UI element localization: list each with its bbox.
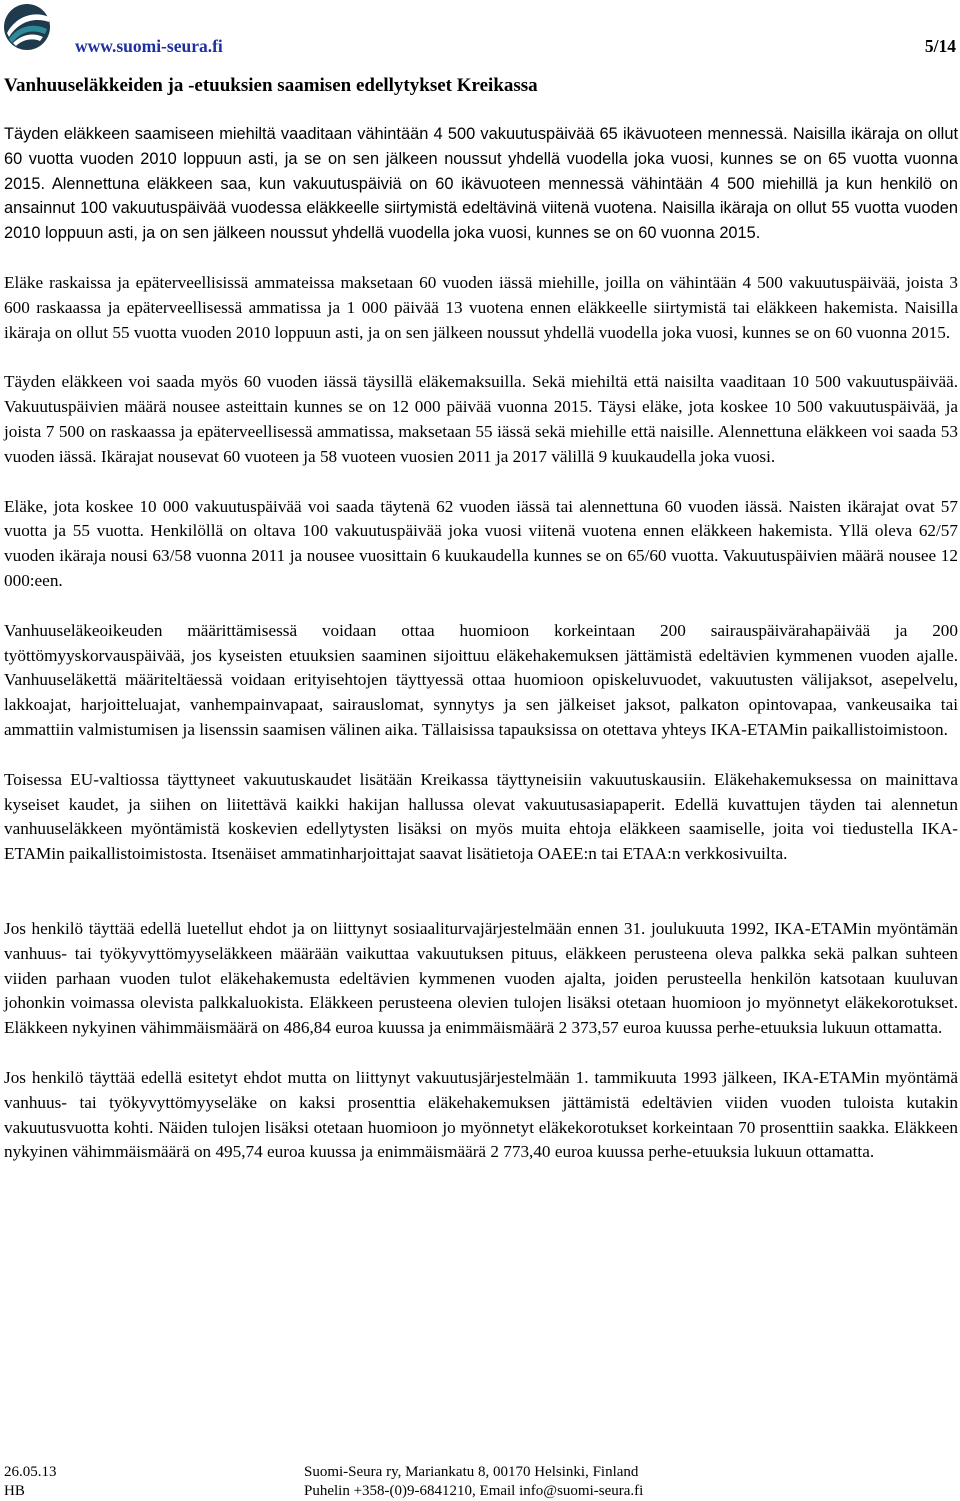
- page-title: Vanhuuseläkkeiden ja -etuuksien saamisen edellytykset Kreikassa: [4, 75, 538, 96]
- paragraph-full-contributions: Täyden eläkkeen voi saada myös 60 vuoden iässä täysillä eläkemaksuilla. Sekä miehiltä että naisilta vaaditaan 10 500 vakuutuspäivää. Vakuutuspäivien määrä nousee asteittain kunnes se on 12 000 päivää vuonna 2015. Täysi eläke, jota koskee 10 500 vakuutuspäivää, ja joista 7 500 on raskaassa ja epäterveellisessä ammatissa, maksetaan 55 iässä sekä miehille että naisille. Alennettuna eläkkeen voi saada 53 vuoden iässä. Ikärajat nousevat 60 vuoteen ja 58 vuoteen vuosien 2011 ja 2017 välillä 9 kuukaudella joka vuosi.: [4, 372, 958, 466]
- footer-contact: Puhelin +358-(0)9-6841210, Email info@suomi-seura.fi: [304, 1483, 644, 1499]
- footer-initials: HB: [4, 1483, 25, 1499]
- paragraph-eu-periods: Toisessa EU-valtiossa täyttyneet vakuutuskaudet lisätään Kreikassa täyttyneisiin vakuutuskausiin. Eläkehakemuksessa on mainittava kyseiset kaudet, ja siihen on liitettävä kaikki hakijan hallussa olevat vakuutusasiapaperit. Edellä kuvattujen täyden tai alennetun vanhuuseläkkeen myöntämistä koskevien edellytysten lisäksi on myös muita ehtoja eläkkeen saamiselle, joita voi tiedustella IKA-ETAMin paikallistoimistosta. Itsenäiset ammatinharjoittajat saavat lisätietoja OAEE:n tai ETAA:n verkkosivuilta.: [4, 769, 958, 864]
- paragraph-10000-days: Eläke, jota koskee 10 000 vakuutuspäivää voi saada täytenä 62 vuoden iässä tai alennettuna 60 vuoden iässä. Naisten ikärajat ovat 57 vuotta ja 55 vuotta. Henkilöllä on oltava 100 vakuutuspäivää joka vuosi viitenä vuotena ennen eläkkeen hakemista. Yllä oleva 62/57 vuoden ikäraja nousi 63/58 vuonna 2011 ja nousee vuosittain 6 kuukaudella kunnes se on 65/60 vuotta. Vakuutuspäivien määrä nousee 12 000:een.: [4, 496, 958, 590]
- paragraph-after-1993: Jos henkilö täyttää edellä esitetyt ehdot mutta on liittynyt vakuutusjärjestelmään 1. tammikuuta 1993 jälkeen, IKA-ETAMin myöntämä vanhuus- tai työkyvyttömyyseläke on kaksi prosenttia eläkehakemuksen jättämistä edeltävien viiden vuoden tuloista kutakin vakuutusvuotta kohti. Näiden tulojen lisäksi otetaan huomioon jo myönnetyt eläkekorotukset korkeintaan 70 prosenttiin saakka. Eläkkeen nykyinen vähimmäismäärä on 495,74 euroa kuussa ja enimmäismäärä 2 773,40 euroa kuussa perhe-etuuksia lukuun ottamatta.: [4, 1067, 958, 1162]
- paragraph-heavy-occupations: Eläke raskaissa ja epäterveellisissä ammateissa maksetaan 60 vuoden iässä miehille, joilla on vähintään 4 500 vakuutuspäivää, joista 3 600 raskaassa ja epäterveellisessä ammatissa ja 1 000 päivää 13 vuotena ennen eläkkeelle siirtymistä tai eläkkeen hakemista. Naisilla ikäraja on ollut 55 vuotta vuoden 2010 loppuun asti, ja on sen jälkeen noussut yhdellä vuodella joka vuosi, kunnes se on 60 vuonna 2015.: [4, 272, 958, 342]
- paragraph-full-pension: Täyden eläkkeen saamiseen miehiltä vaaditaan vähintään 4 500 vakuutuspäivää 65 ikävuoteen mennessä. Naisilla ikäraja on ollut 60 vuotta vuoden 2010 loppuun asti, ja se on sen jälkeen noussut yhdellä vuodella joka vuosi, kunnes se on 65 vuotta vuonna 2015. Alennettuna eläkkeen saa, kun vakuutuspäiviä on 60 ikävuoteen mennessä vähintään 4 500 miehillä ja kun henkilö on ansainnut 100 vakuutuspäivää vuodessa eläkkeelle siirtymistä edeltävinä viitenä vuotena. Naisilla ikäraja on ollut 55 vuotta vuoden 2010 loppuun asti, ja on sen jälkeen noussut yhdellä vuodella joka vuosi, kunnes se on 60 vuonna 2015.: [4, 125, 958, 243]
- page-header: [0, 0, 960, 75]
- footer-date: 26.05.13: [4, 1464, 57, 1480]
- paragraph-credited-periods: Vanhuuseläkeoikeuden määrittämisessä voidaan ottaa huomioon korkeintaan 200 sairauspäivärahapäivää ja 200 työttömyyskorvauspäivää, jos kyseisten etuuksien saaminen sijoittuu eläkehakemuksen jättämistä edeltävien kymmenen vuoden ajalle. Vanhuuseläkettä määriteltäessä voidaan erityisehtojen täyttyessä ottaa huomioon opiskeluvuodet, vakuutusten välijaksot, asepelvelu, lakkoajat, harjoitteluajat, vanhempainvapaat, sairauslomat, synnytys ja sen jälkeiset jaksot, palkaton opintovapaa, vankeusaika tai ammattiin valmistumisen ja lisenssin saamisen välinen aika. Tällaisissa tapauksissa on otettava yhteys IKA-ETAMin paikallistoimistoon.: [4, 620, 958, 739]
- footer-address: Suomi-Seura ry, Mariankatu 8, 00170 Helsinki, Finland: [304, 1464, 639, 1480]
- suomi-seura-logo-icon: [3, 3, 51, 51]
- website-link[interactable]: www.suomi-seura.fi: [75, 36, 223, 56]
- paragraph-before-1993: Jos henkilö täyttää edellä luetellut ehdot ja on liittynyt sosiaaliturvajärjestelmään ennen 31. joulukuuta 1992, IKA-ETAMin myöntämän vanhuus- tai työkyvyttömyyseläkkeen määrään vaikuttaa vakuutuksen pituus, eläkkeen perusteena oleva palkka sekä palkan suhteen viiden parhaan vuoden tulot eläkehakemusta edeltävien kymmenen vuoden ajalta, joiden perusteella henkilön katsotaan kuuluvan johonkin voimassa olevista palkkaluokista. Eläkkeen perusteena olevien tulojen lisäksi otetaan huomioon jo myönnetyt eläkekorotukset. Eläkkeen nykyinen vähimmäismäärä on 486,84 euroa kuussa ja enimmäismäärä 2 373,57 euroa kuussa perhe-etuuksia lukuun ottamatta.: [4, 918, 958, 1038]
- document-body: [4, 122, 958, 1165]
- page-number: 5/14: [924, 36, 956, 56]
